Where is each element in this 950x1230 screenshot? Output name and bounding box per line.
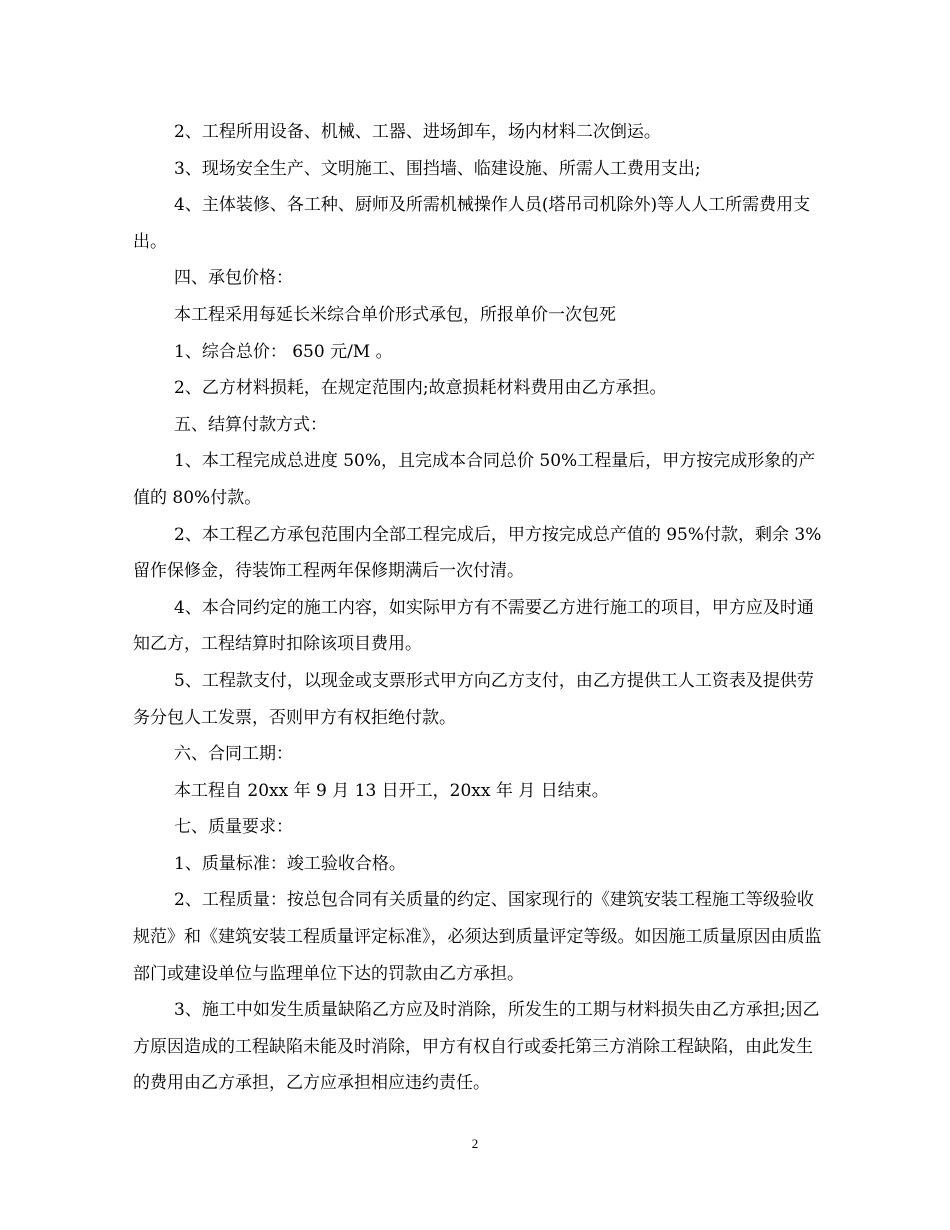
paragraph-site-safety: 3、现场安全生产、文明施工、围挡墙、临建设施、所需人工费用支出; xyxy=(174,158,701,179)
paragraph-quality-standard: 1、质量标准：竣工验收合格。 xyxy=(174,853,406,874)
section-heading-quality: 七、质量要求： xyxy=(174,817,293,838)
section-heading-contract-period: 六、合同工期： xyxy=(174,744,293,765)
paragraph-material-loss: 2、乙方材料损耗，在规定范围内;故意损耗材料费用由乙方承担。 xyxy=(174,378,667,399)
paragraph-quality-requirements: 2、工程质量：按总包合同有关质量的约定、国家现行的《建筑安装工程施工等级验收规范》和《建筑安装工程质量评定标准》，必须达到质量评定等级。如因施工质量原因由质监部门或建设单位与监理单位下达的罚款由乙方承担。 xyxy=(133,890,822,984)
paragraph-period-dates: 本工程自 20xx 年 9 月 13 日开工，20xx 年 月 日结束。 xyxy=(174,780,609,801)
paragraph-scope-change: 4、本合同约定的施工内容，如实际甲方有不需要乙方进行施工的项目，甲方应及时通知乙方，工程结算时扣除该项目费用。 xyxy=(133,597,814,655)
section-heading-contract-price: 四、承包价格： xyxy=(174,268,293,289)
paragraph-quality-defects: 3、施工中如发生质量缺陷乙方应及时消除，所发生的工期与材料损失由乙方承担;因乙方原因造成的工程缺陷未能及时消除，甲方有权自行或委托第三方消除工程缺陷，由此发生的费用由乙方承担，乙方应承担相应违约责任。 xyxy=(133,1000,820,1094)
document-body xyxy=(133,114,823,1102)
paragraph-unit-price: 本工程采用每延长米综合单价形式承包，所报单价一次包死 xyxy=(174,304,616,325)
paragraph-labor-costs: 4、主体装修、各工种、厨师及所需机械操作人员(塔吊司机除外)等人人工所需费用支出。 xyxy=(133,195,811,252)
paragraph-equipment-transport: 2、工程所用设备、机械、工器、进场卸车，场内材料二次倒运。 xyxy=(174,122,661,142)
page-number: 2 xyxy=(471,1136,479,1151)
section-heading-payment-method: 五、结算付款方式： xyxy=(174,414,327,435)
paragraph-total-price: 1、综合总价： 650 元/M 。 xyxy=(174,341,393,362)
paragraph-payment-terms: 5、工程款支付，以现金或支票形式甲方向乙方支付，由乙方提供工人工资表及提供劳务分包人工发票，否则甲方有权拒绝付款。 xyxy=(133,670,814,728)
paragraph-payment-progress: 1、本工程完成总进度 50%，且完成本合同总价 50%工程量后，甲方按完成形象的产值的 80%付款。 xyxy=(133,451,816,508)
paragraph-payment-completion: 2、本工程乙方承包范围内全部工程完成后，甲方按完成总产值的 95%付款，剩余 3%留作保修金，待装饰工程两年保修期满后一次付清。 xyxy=(133,524,822,582)
